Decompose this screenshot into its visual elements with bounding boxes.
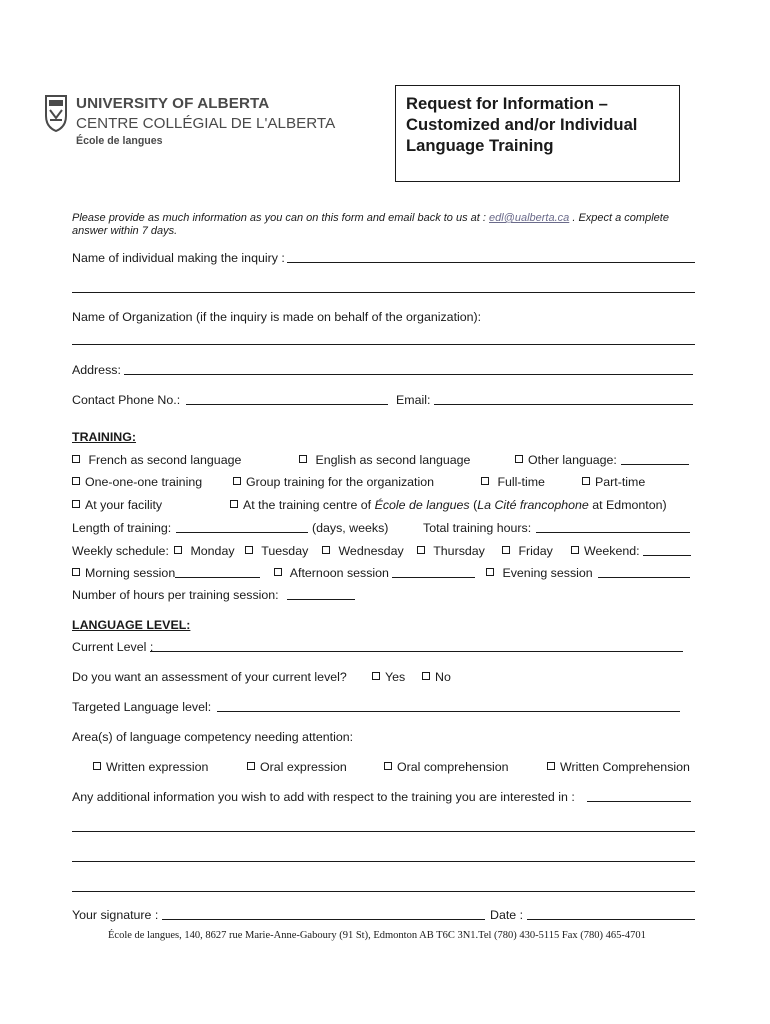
training-heading: TRAINING: <box>72 430 137 444</box>
signature-label: Your signature : <box>72 908 159 922</box>
total-hours-field[interactable] <box>536 532 690 533</box>
organization-label: Name of Organization (if the inquiry is made on behalf of the organization): <box>72 310 482 324</box>
tuesday-label: Tuesday <box>261 544 309 558</box>
french-option[interactable] <box>72 453 241 468</box>
checkbox[interactable] <box>230 500 238 508</box>
checkbox[interactable] <box>322 546 330 554</box>
one-on-one-option[interactable] <box>72 475 202 490</box>
phone-field[interactable] <box>186 404 388 405</box>
language-level-heading: LANGUAGE LEVEL: <box>72 618 191 632</box>
university-crest-icon <box>44 94 68 132</box>
checkbox[interactable] <box>417 546 425 554</box>
checkbox[interactable] <box>384 762 392 770</box>
group-option[interactable] <box>233 475 434 490</box>
written-comprehension-label: Written Comprehension <box>560 760 690 774</box>
length-field[interactable] <box>176 532 308 533</box>
training-centre-prefix: At the training centre of <box>243 498 375 512</box>
individual-name-label: Name of individual making the inquiry : <box>72 251 285 265</box>
length-unit: (days, weeks) <box>312 521 389 535</box>
other-language-option[interactable] <box>515 453 617 468</box>
email-label: Email: <box>396 393 431 407</box>
additional-info-line-3[interactable] <box>72 891 695 892</box>
length-label: Length of training: <box>72 521 172 535</box>
one-on-one-label: One-one-one training <box>85 475 203 489</box>
full-time-option[interactable] <box>481 475 545 490</box>
thursday-label: Thursday <box>433 544 485 558</box>
monday-option[interactable] <box>174 544 235 559</box>
oral-expression-option[interactable] <box>247 760 347 775</box>
evening-label: Evening session <box>502 566 593 580</box>
weekend-option[interactable] <box>571 544 640 559</box>
weekend-field[interactable] <box>643 555 691 556</box>
checkbox[interactable] <box>72 500 80 508</box>
friday-label: Friday <box>518 544 553 558</box>
oral-comprehension-option[interactable] <box>384 760 509 775</box>
checkbox[interactable] <box>72 477 80 485</box>
checkbox[interactable] <box>486 568 494 576</box>
current-level-field[interactable] <box>150 651 683 652</box>
french-label: French as second language <box>88 453 242 467</box>
footer-address: École de langues, 140, 8627 rue Marie-Anne-Gaboury (91 St), Edmonton AB T6C 3N1.Tel (780) 430-5115 Fax (780) 465-4701 <box>108 930 646 941</box>
no-label: No <box>435 670 451 684</box>
checkbox[interactable] <box>245 546 253 554</box>
at-facility-option[interactable] <box>72 498 162 513</box>
morning-option[interactable] <box>72 566 175 581</box>
checkbox[interactable] <box>547 762 555 770</box>
oral-expression-label: Oral expression <box>260 760 347 774</box>
part-time-label: Part-time <box>595 475 646 489</box>
school-name: École de langues <box>76 135 163 147</box>
intro-text <box>72 211 669 225</box>
assessment-yes-option[interactable] <box>372 670 405 685</box>
thursday-option[interactable] <box>417 544 485 559</box>
checkbox[interactable] <box>93 762 101 770</box>
title-box <box>395 85 680 182</box>
written-expression-label: Written expression <box>106 760 209 774</box>
morning-field[interactable] <box>175 577 260 578</box>
total-hours-label: Total training hours: <box>423 521 532 535</box>
checkbox[interactable] <box>299 455 307 463</box>
email-link[interactable]: edl@ualberta.ca <box>489 212 570 224</box>
organization-field[interactable] <box>72 344 695 345</box>
training-centre-cite: La Cité francophone <box>477 498 589 512</box>
training-centre-paren: ( <box>469 498 478 512</box>
email-field[interactable] <box>434 404 693 405</box>
english-option[interactable] <box>299 453 470 468</box>
full-time-label: Full-time <box>497 475 545 489</box>
university-name: UNIVERSITY OF ALBERTA <box>76 95 270 112</box>
date-label: Date : <box>490 908 524 922</box>
form-title: Request for Information – Customized and/or Individual Language Training <box>406 94 638 155</box>
training-centre-option[interactable] <box>230 498 667 513</box>
evening-field[interactable] <box>598 577 690 578</box>
checkbox[interactable] <box>372 672 380 680</box>
oral-comprehension-label: Oral comprehension <box>397 760 509 774</box>
targeted-level-field[interactable] <box>217 711 680 712</box>
tuesday-option[interactable] <box>245 544 308 559</box>
evening-option[interactable] <box>486 566 593 581</box>
individual-name-field-line2[interactable] <box>72 292 695 293</box>
written-expression-option[interactable] <box>93 760 208 775</box>
group-label: Group training for the organization <box>246 475 435 489</box>
targeted-level-label: Targeted Language level: <box>72 700 212 714</box>
morning-label: Morning session <box>85 566 176 580</box>
wednesday-label: Wednesday <box>338 544 404 558</box>
competency-question: Area(s) of language competency needing attention: <box>72 730 354 744</box>
other-language-label: Other language: <box>528 453 617 467</box>
training-centre-suffix: at Edmonton) <box>588 498 667 512</box>
address-field[interactable] <box>124 374 693 375</box>
assessment-question: Do you want an assessment of your current level? <box>72 670 347 684</box>
checkbox[interactable] <box>571 546 579 554</box>
at-facility-label: At your facility <box>85 498 163 512</box>
english-label: English as second language <box>315 453 471 467</box>
checkbox[interactable] <box>72 568 80 576</box>
intro-text-after: . Expect a complete <box>569 212 669 224</box>
afternoon-label: Afternoon session <box>289 566 389 580</box>
phone-label: Contact Phone No.: <box>72 393 181 407</box>
monday-label: Monday <box>190 544 235 558</box>
weekly-schedule-label: Weekly schedule: <box>72 544 169 558</box>
weekend-label: Weekend: <box>584 544 640 558</box>
checkbox[interactable] <box>174 546 182 554</box>
additional-info-line-1[interactable] <box>72 831 695 832</box>
centre-name: CENTRE COLLÉGIAL DE L'ALBERTA <box>76 115 336 132</box>
checkbox[interactable] <box>422 672 430 680</box>
address-label: Address: <box>72 363 121 377</box>
yes-label: Yes <box>385 670 406 684</box>
part-time-option[interactable] <box>582 475 645 490</box>
friday-option[interactable] <box>502 544 553 559</box>
checkbox[interactable] <box>72 455 80 463</box>
intro-text-before: Please provide as much information as you can on this form and email back to us at : <box>72 212 489 224</box>
date-field[interactable] <box>527 919 695 920</box>
signature-field[interactable] <box>162 919 485 920</box>
hours-per-session-label: Number of hours per training session: <box>72 588 279 602</box>
written-comprehension-option[interactable] <box>547 760 690 775</box>
additional-info-label: Any additional information you wish to add with respect to the training you are interested in : <box>72 790 575 804</box>
assessment-no-option[interactable] <box>422 670 451 685</box>
checkbox[interactable] <box>481 477 489 485</box>
intro-text-line2: answer within 7 days. <box>72 225 178 237</box>
checkbox[interactable] <box>502 546 510 554</box>
checkbox[interactable] <box>582 477 590 485</box>
afternoon-option[interactable] <box>274 566 389 581</box>
additional-info-field[interactable] <box>587 801 691 802</box>
checkbox[interactable] <box>233 477 241 485</box>
hours-per-session-field[interactable] <box>287 599 355 600</box>
training-centre-name: École de langues <box>374 498 470 512</box>
checkbox[interactable] <box>274 568 282 576</box>
checkbox[interactable] <box>247 762 255 770</box>
checkbox[interactable] <box>515 455 523 463</box>
wednesday-option[interactable] <box>322 544 404 559</box>
afternoon-field[interactable] <box>392 577 475 578</box>
individual-name-field[interactable] <box>287 262 695 263</box>
current-level-label: Current Level : <box>72 640 154 654</box>
additional-info-line-2[interactable] <box>72 861 695 862</box>
other-language-field[interactable] <box>621 464 689 465</box>
